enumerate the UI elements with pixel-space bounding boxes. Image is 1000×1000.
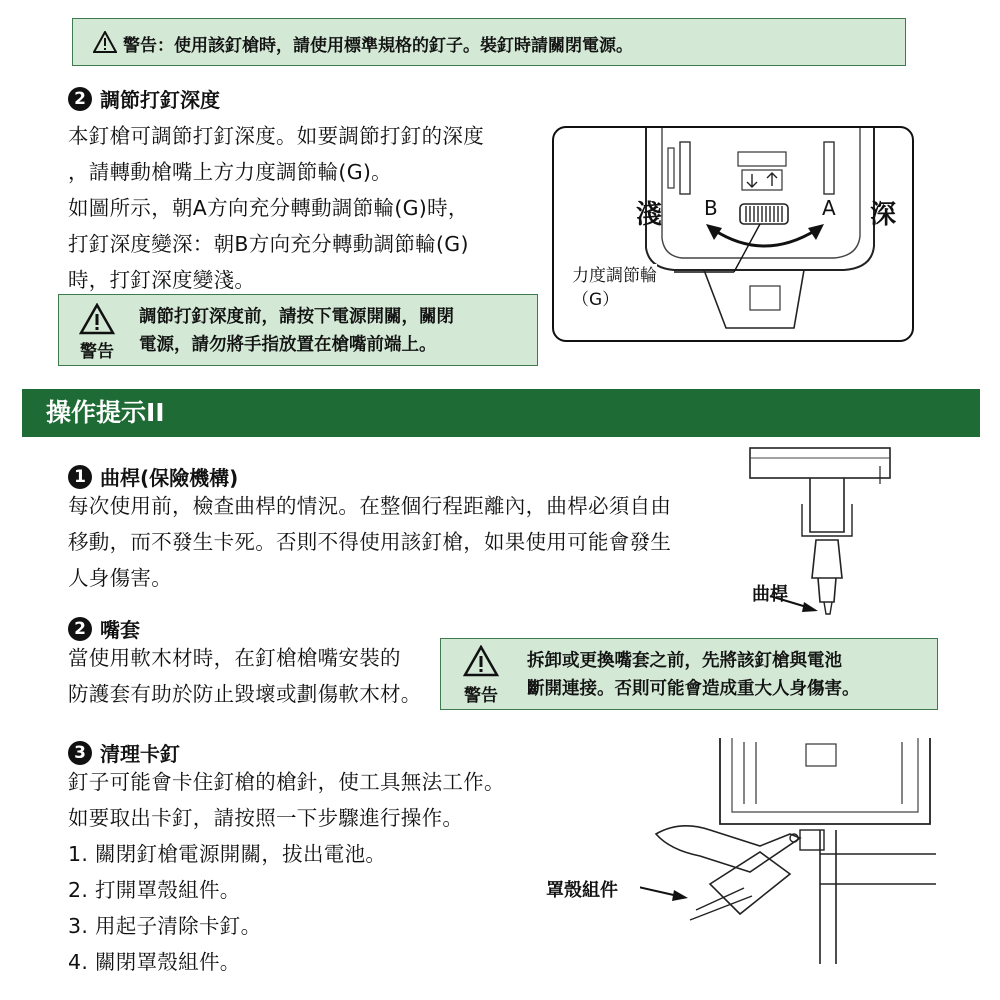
lever-section-title: 曲桿(保險機構) [100,466,239,490]
cover-warning-box [440,638,938,710]
direction-b-label: B [704,196,718,220]
step-line: 2. 打開罩殼組件。 [68,878,241,902]
cover-warning-text [527,647,860,703]
depth-section-heading [68,84,220,113]
warning-line: 調節打釘深度前，請按下電源開關，關閉 [139,307,454,327]
paragraph-line: ，請轉動槍嘴上方力度調節輪(G)。 [68,160,392,184]
depth-adjust-figure [552,126,914,342]
paragraph-line: 當使用軟木材時，在釘槍槍嘴安裝的 [68,646,401,670]
section-number-badge: 2 [68,617,92,641]
depth-section-paragraph [68,118,484,298]
step-line: 4. 關閉罩殼組件。 [68,950,241,974]
paragraph-line: 本釘槍可調節打釘深度。如要調節打釘的深度 [68,124,484,148]
wheel-label [572,264,657,312]
jam-section-paragraph [68,764,505,980]
top-warning-box [72,18,906,66]
wheel-label-line: （G） [572,290,620,310]
depth-warning-text [139,303,454,359]
wheel-label-line: 力度調節輪 [572,266,657,286]
step-line: 1. 關閉釘槍電源開關，拔出電池。 [68,842,387,866]
cover-assembly-label: 罩殼組件 [546,880,618,901]
cover-section-title: 嘴套 [100,618,140,642]
cover-assembly-illustration [640,734,940,984]
section-number-badge: 3 [68,741,92,765]
lever-label: 曲桿 [752,584,788,605]
section-number-badge: 1 [68,465,92,489]
warning-label: 警告 [80,342,114,362]
paragraph-line: 人身傷害。 [68,566,172,590]
depth-warning-box [58,294,538,366]
warning-line: 斷開連接。否則可能會造成重大人身傷害。 [527,679,860,699]
warning-line: 拆卸或更換嘴套之前，先將該釘槍與電池 [527,651,842,671]
paragraph-line: 防護套有助於防止毀壞或劃傷軟木材。 [68,682,422,706]
section-banner: 操作提示II [22,389,980,437]
warning-triangle-icon [79,303,115,335]
paragraph-line: 如圖所示，朝A方向充分轉動調節輪(G)時， [68,196,469,220]
warning-line: 電源，請勿將手指放置在槍嘴前端上。 [139,335,437,355]
cover-section-heading [68,614,140,643]
lever-section-paragraph [68,488,671,596]
paragraph-line: 如要取出卡釘，請按照一下步驟進行操作。 [68,806,464,830]
shallow-label: 淺 [636,200,663,230]
warning-triangle-icon [93,31,117,53]
warning-label: 警告 [464,686,498,706]
jam-section-title: 清理卡釘 [100,742,180,766]
lever-section-heading [68,462,238,491]
paragraph-line: 打釘深度變深：朝B方向充分轉動調節輪(G) [68,232,469,256]
paragraph-line: 每次使用前，檢查曲桿的情況。在整個行程距離內，曲桿必須自由 [68,494,672,518]
paragraph-line: 時，打釘深度變淺。 [68,268,256,292]
top-warning-text: 警告：使用該釘槍時，請使用標準規格的釘子。裝釘時請關閉電源。 [123,36,633,56]
section-number-badge: 2 [68,87,92,111]
deep-label: 深 [870,200,897,230]
depth-section-title: 調節打釘深度 [100,88,220,112]
jam-section-heading [68,738,180,767]
cover-section-paragraph [68,640,422,712]
warning-triangle-icon [463,645,499,677]
direction-a-label: A [822,196,836,220]
step-line: 3. 用起子清除卡釘。 [68,914,262,938]
paragraph-line: 移動，而不發生卡死。否則不得使用該釘槍，如果使用可能會發生 [68,530,672,554]
paragraph-line: 釘子可能會卡住釘槍的槍針，使工具無法工作。 [68,770,505,794]
